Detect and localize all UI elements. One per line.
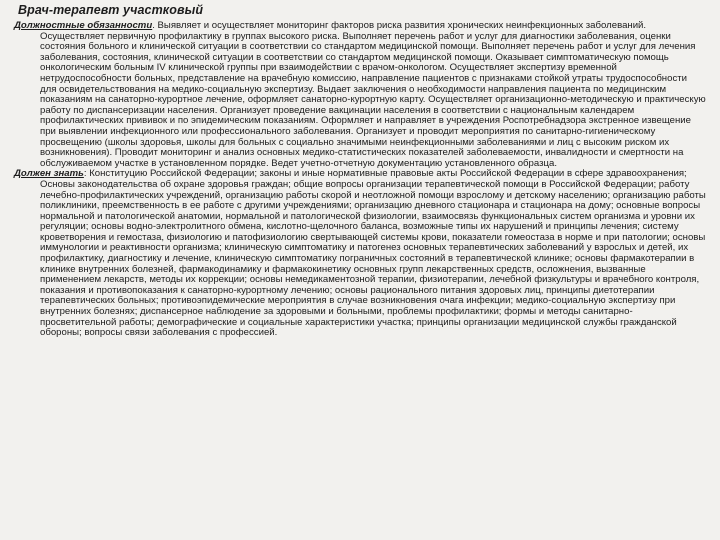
knowledge-paragraph bbox=[14, 169, 706, 339]
knowledge-text: : Конституцию Российской Федерации; законы и иные нормативные правовые акты Российской Федерации в сфере здравоохранения; Основы законодательства об охране здоровья граждан; общие вопросы организации терапевтической помощи в Российской Федерации; работу лечебно-профилактических учреждений, организацию работы скорой и неотложной помощи взрослому и детскому населению; организацию работы поликлиники, преемственность в ее работе с другими учреждениями; организацию дневного стационара и стационара на дому; основные вопросы нормальной и патологической анатомии, нормальной и патологической физиологии, взаимосвязь функциональных систем организма и уровни их регуляции; основы водно-электролитного обмена, кислотно-щелочного баланса, возможные типы их нарушений и принципы лечения; систему кроветворения и гемостаза, физиологию и патофизиологию свертывающей системы крови, показатели гомеостаза в норме и при патологии; основы иммунологии и реактивности организма; клиническую симптоматику и патогенез основных терапевтических заболеваний у взрослых и детей, их профилактику, диагностику и лечение, клиническую симптоматику пограничных состояний в терапевтической клинике; основы фармакотерапии в клинике внутренних болезней, фармакодинамику и фармакокинетику основных групп лекарственных средств, осложнения, вызванные применением лекарств, методы их коррекции; основы немедикаментозной терапии, физиотерапии, лечебной физкультуры и врачебного контроля, показания и противопоказания к санаторно-курортному лечению; основы рационального питания здоровых лиц, принципы диетотерапии терапевтических больных; противоэпидемические мероприятия в случае возникновения очага инфекции; медико-социальную экспертизу при внутренних болезнях; диспансерное наблюдение за здоровыми и больными, проблемы профилактики; формы и методы санитарно-просветительной работы; демографические и социальные характеристики участка; принципы организации медицинской службы гражданской обороны; вопросы связи заболевания с профессией. bbox=[40, 168, 706, 339]
duties-paragraph bbox=[14, 21, 706, 169]
duties-label: Должностные обязанности bbox=[14, 20, 153, 31]
duties-text: . Выявляет и осуществляет мониторинг факторов риска развития хронических неинфекционных заболеваний. Осуществляет первичную профилактику в группах высокого риска. Выполняет перечень работ и услуг для диагностики заболевания, оценки состояния больного и клинической ситуации в соответствии со стандартом медицинской помощи. Выполняет перечень работ и услуг для лечения заболевания, состояния, клинической ситуации в соответствии со стандартом медицинской помощи. Оказывает симптоматическую помощь онкологическим больным IV клинической группы при взаимодействии с врачом-онкологом. Осуществляет экспертизу временной нетрудоспособности больных, представление на врачебную комиссию, направление пациентов с признаками стойкой утраты трудоспособности для освидетельствования на медико-социальную экспертизу. Выдает заключения о необходимости направления пациента по медицинским показаниям на санаторно-курортное лечение, оформляет санаторно-курортную карту. Осуществляет организационно-методическую и практическую работу по диспансеризации населения. Организует проведение вакцинации населения в соответствии с национальным календарем профилактических прививок и по эпидемическим показаниям. Оформляет и направляет в учреждения Роспотребнадзора экстренное извещение при выявлении инфекционного или профессионального заболевания. Организует и проводит мероприятия по санитарно-гигиеническому просвещению (школы здоровья, школы для больных с социально значимыми неинфекционными заболеваниями и лиц с высоким риском их возникновения). Проводит мониторинг и анализ основных медико-статистических показателей заболеваемости, инвалидности и смертности на обслуживаемом участке в установленном порядке. Ведет учетно-отчетную документацию установленного образца. bbox=[40, 20, 706, 169]
knowledge-label: Должен знать bbox=[14, 168, 84, 180]
document-title: Врач-терапевт участковый bbox=[18, 3, 204, 17]
